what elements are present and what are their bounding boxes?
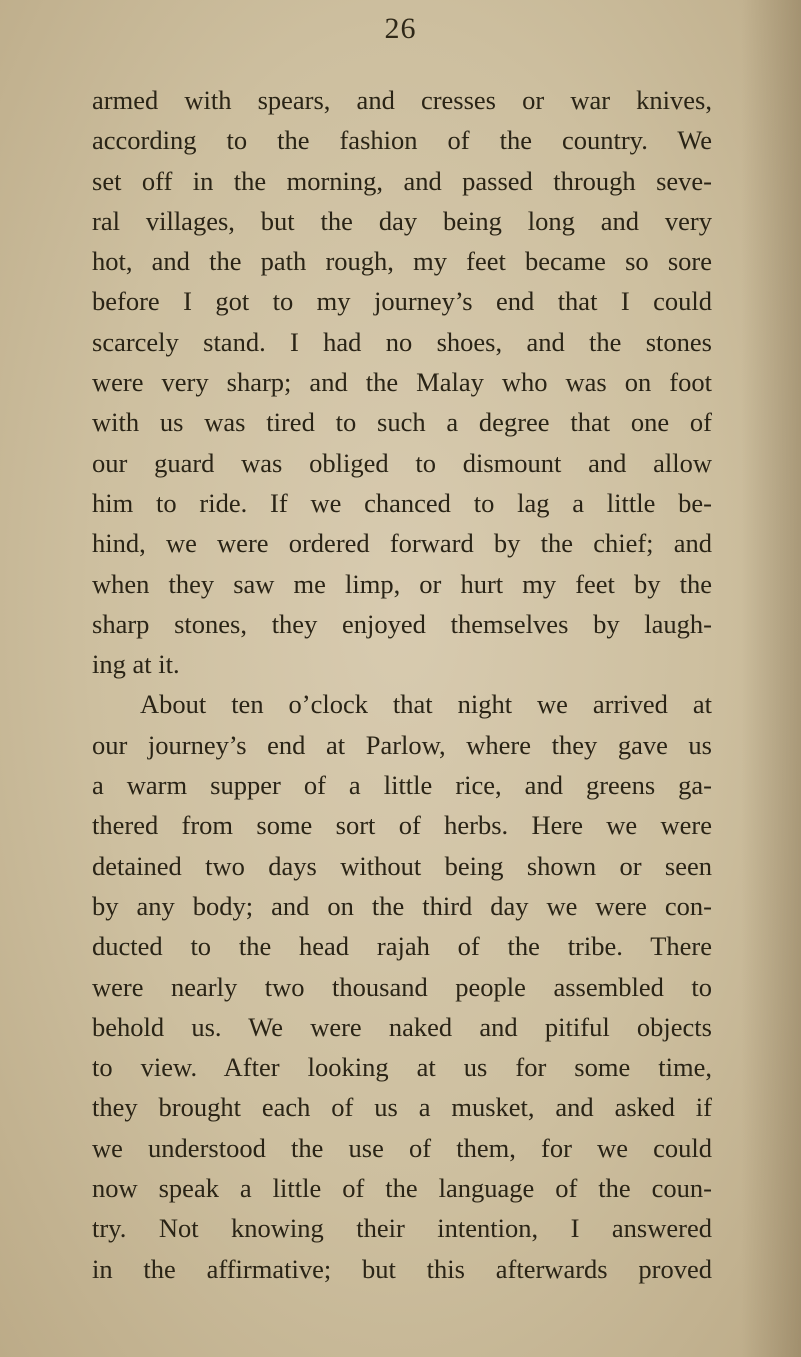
text-line: now speak a little of the language of the coun- <box>92 1173 712 1204</box>
text-line: detained two days without being shown or seen <box>92 850 712 881</box>
page-number: 26 <box>384 12 417 45</box>
text-line: About ten o’clock that night we arrived at <box>140 689 712 720</box>
text-line: sharp stones, they enjoyed themselves by laugh- <box>92 608 712 639</box>
page-edge-shadow <box>741 0 801 1357</box>
text-line: hot, and the path rough, my feet became so sore <box>92 246 712 277</box>
text-line: when they saw me limp, or hurt my feet by the <box>92 568 712 599</box>
text-line: our journey’s end at Parlow, where they gave us <box>92 729 712 760</box>
text-line: we understood the use of them, for we could <box>92 1132 712 1163</box>
text-line: try. Not knowing their intention, I answered <box>92 1213 712 1244</box>
text-line: to view. After looking at us for some time, <box>92 1052 712 1083</box>
text-line: by any body; and on the third day we were con- <box>92 890 712 921</box>
text-line: set off in the morning, and passed through seve- <box>92 165 712 196</box>
text-line: before I got to my journey’s end that I could <box>92 286 712 317</box>
text-line: hind, we were ordered forward by the chief; and <box>92 528 712 559</box>
text-line: in the affirmative; but this afterwards proved <box>92 1253 712 1284</box>
text-line: a warm supper of a little rice, and greens ga- <box>92 770 712 801</box>
text-line: scarcely stand. I had no shoes, and the stones <box>92 326 712 357</box>
text-line: ducted to the head rajah of the tribe. There <box>92 931 712 962</box>
text-line: according to the fashion of the country. We <box>92 125 712 156</box>
text-line: armed with spears, and cresses or war knives, <box>92 85 712 115</box>
text-line: were nearly two thousand people assembled to <box>92 971 712 1002</box>
text-line: him to ride. If we chanced to lag a little be- <box>92 487 712 518</box>
text-line: behold us. We were naked and pitiful objects <box>92 1011 712 1042</box>
text-line: were very sharp; and the Malay who was on foot <box>92 367 712 398</box>
text-line: our guard was obliged to dismount and allow <box>92 447 712 478</box>
body-text <box>92 80 712 1289</box>
text-line: ral villages, but the day being long and very <box>92 205 712 236</box>
text-line: thered from some sort of herbs. Here we were <box>92 810 712 841</box>
text-line: ing at it. <box>92 649 180 680</box>
text-line: they brought each of us a musket, and asked if <box>92 1092 712 1123</box>
text-line: with us was tired to such a degree that one of <box>92 407 712 438</box>
